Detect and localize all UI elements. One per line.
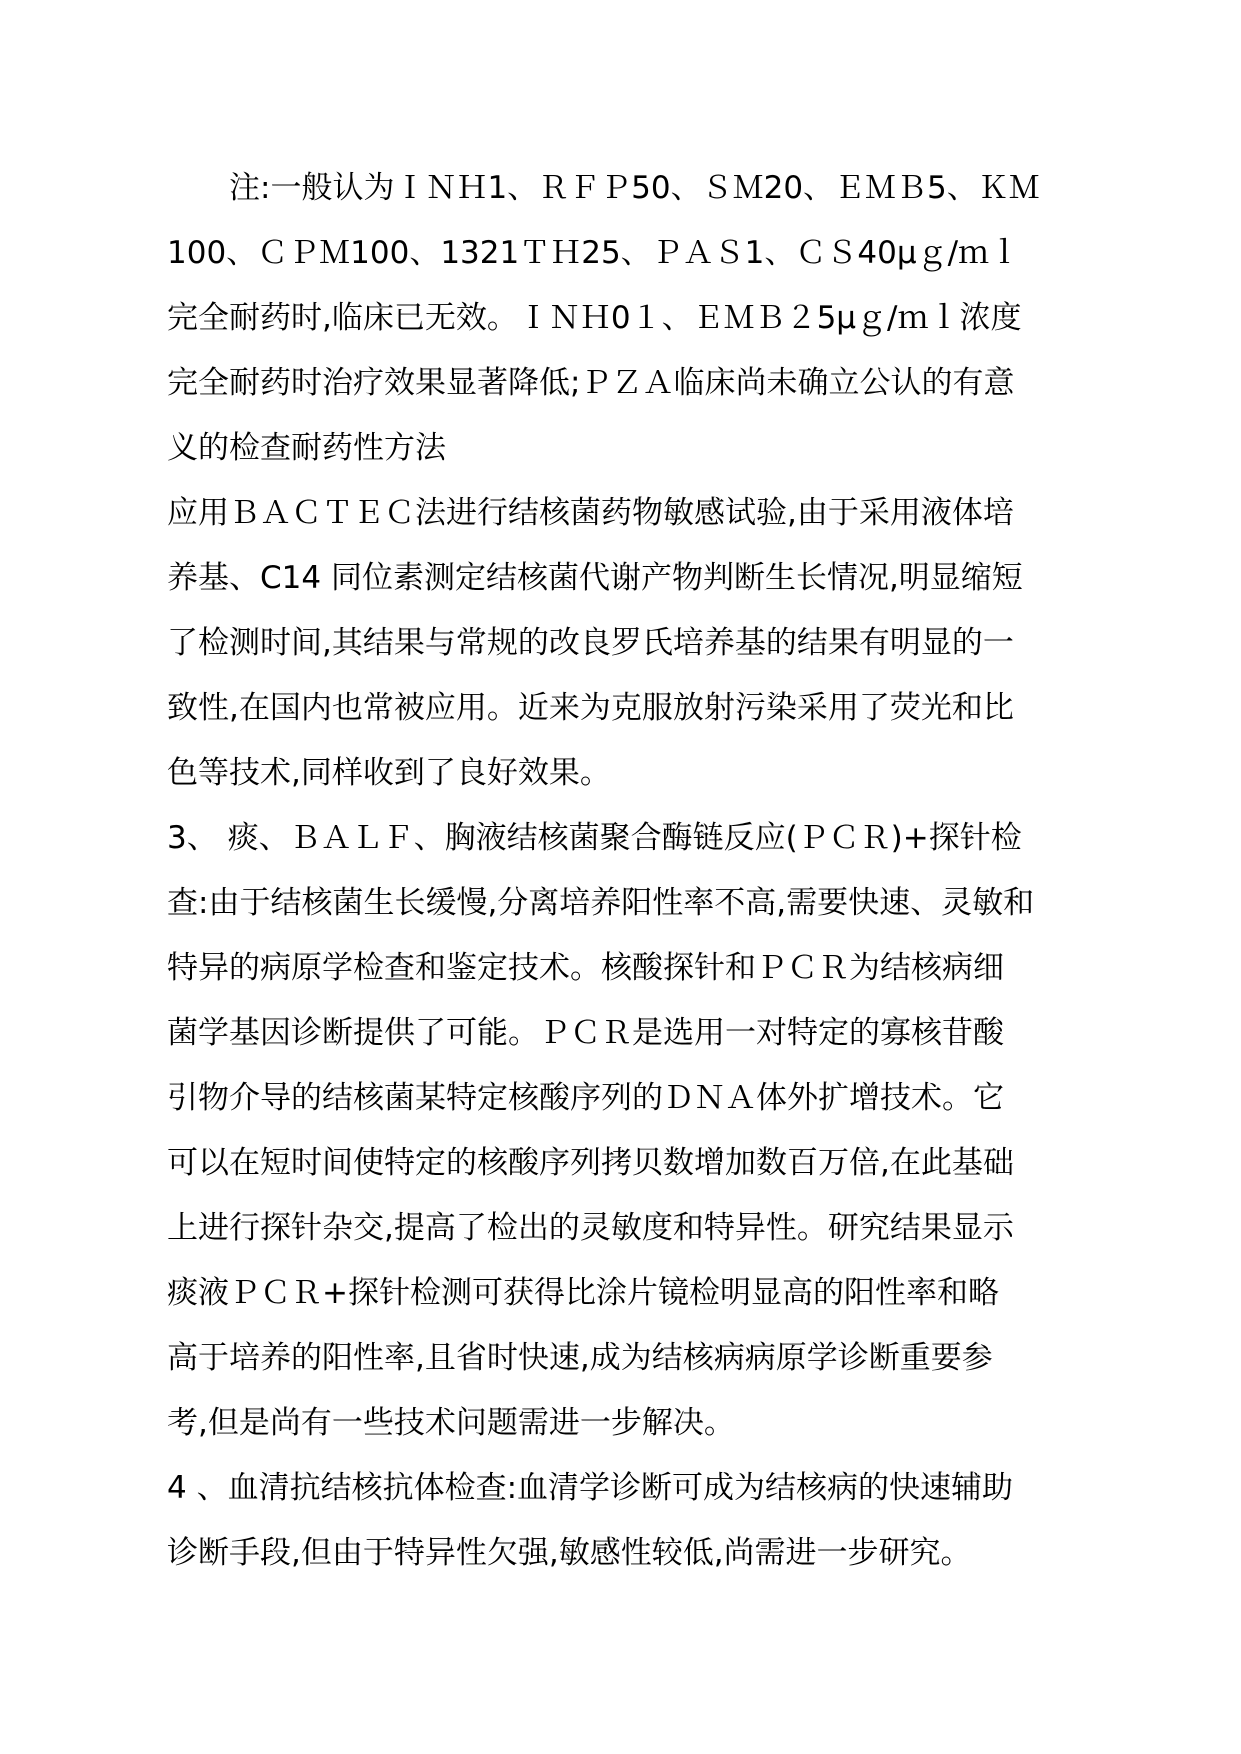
- text-line: 3、 痰、ＢＡＬＦ、胸液结核菌聚合酶链反应(ＰＣＲ)+探针检: [167, 820, 1022, 856]
- text-line: 可以在短时间使特定的核酸序列拷贝数增加数百万倍,在此基础: [167, 1145, 1014, 1181]
- text-line: 菌学基因诊断提供了可能。ＰＣＲ是选用一对特定的寡核苷酸: [167, 1015, 1004, 1051]
- text-line: 特异的病原学检查和鉴定技术。核酸探针和ＰＣＲ为结核病细: [167, 950, 1004, 986]
- text-line: 了检测时间,其结果与常规的改良罗氏培养基的结果有明显的一: [167, 625, 1014, 661]
- text-line: 诊断手段,但由于特异性欠强,敏感性较低,尚需进一步研究。: [167, 1535, 972, 1571]
- text-line: 100、ＣＰＭ100、1321ＴＨ25、ＰＡＳ1、ＣＳ40μｇ/ｍｌ: [167, 235, 1021, 271]
- text-line: 引物介导的结核菌某特定核酸序列的ＤＮＡ体外扩增技术。它: [167, 1080, 1004, 1116]
- text-line: 上进行探针杂交,提高了检出的灵敏度和特异性。研究结果显示: [167, 1210, 1014, 1246]
- text-line: 注:一般认为ＩＮＨ1、ＲＦＰ50、ＳＭ20、ＥＭＢ5、ＫＭ: [229, 170, 1040, 206]
- text-line: 致性,在国内也常被应用。近来为克服放射污染采用了荧光和比: [167, 690, 1014, 726]
- text-line: 应用ＢＡＣＴＥＣ法进行结核菌药物敏感试验,由于采用液体培: [167, 495, 1014, 531]
- text-line: 完全耐药时治疗效果显著降低;ＰＺＡ临床尚未确立公认的有意: [167, 365, 1015, 401]
- text-line: 4 、血清抗结核抗体检查:血清学诊断可成为结核病的快速辅助: [167, 1470, 1014, 1506]
- text-line: 完全耐药时,临床已无效。ＩＮＨ0１、ＥＭＢ２5μｇ/ｍｌ浓度: [167, 300, 1022, 336]
- text-line: 痰液ＰＣＲ+探针检测可获得比涂片镜检明显高的阳性率和略: [167, 1275, 999, 1311]
- text-line: 义的检查耐药性方法: [167, 430, 446, 466]
- text-line: 养基、C14 同位素测定结核菌代谢产物判断生长情况,明显缩短: [167, 560, 1023, 596]
- text-line: 查:由于结核菌生长缓慢,分离培养阳性率不高,需要快速、灵敏和: [167, 885, 1035, 921]
- body-text: [167, 156, 1079, 1586]
- text-line: 考,但是尚有一些技术问题需进一步解决。: [167, 1405, 735, 1441]
- text-line: 高于培养的阳性率,且省时快速,成为结核病病原学诊断重要参: [167, 1340, 993, 1376]
- text-line: 色等技术,同样收到了良好效果。: [167, 755, 611, 791]
